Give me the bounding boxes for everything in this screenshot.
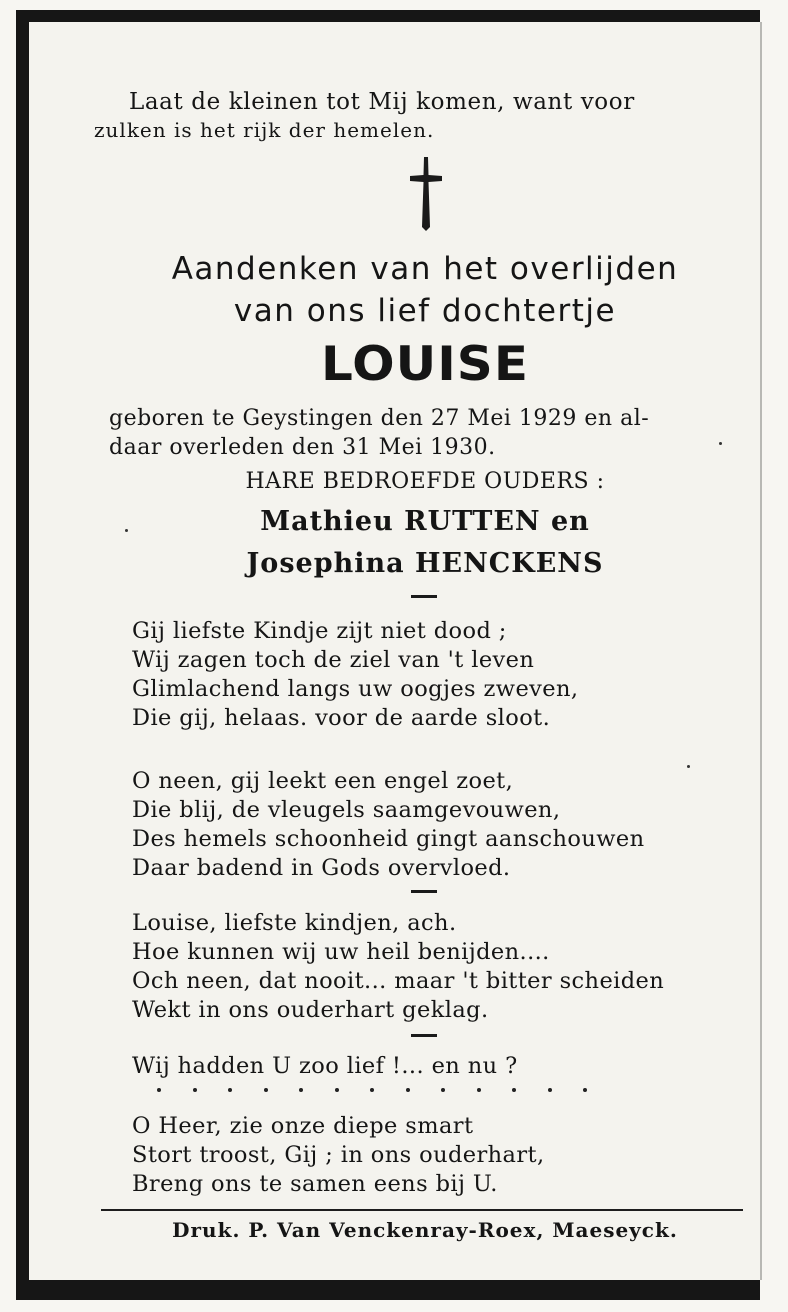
title-line: van ons lief dochtertje [233, 293, 617, 329]
poem-line: Louise, liefste kindjen, ach. [132, 910, 457, 936]
memorial-card [16, 10, 760, 1300]
poem-stanza [132, 767, 645, 883]
divider [411, 890, 437, 893]
poem-line: O neen, gij leekt een engel zoet, [132, 768, 514, 794]
poem-stanza [132, 1112, 545, 1199]
poem-line: Wij hadden U zoo lief !... en nu ? [132, 1053, 518, 1079]
birth-death-line: geboren te Geystingen den 27 Mei 1929 en al- [109, 406, 650, 431]
poem-line: Wekt in ons ouderhart geklag. [132, 997, 489, 1023]
poem-line: O Heer, zie onze diepe smart [132, 1113, 474, 1139]
epigraph [94, 88, 635, 144]
poem-stanza [132, 1052, 518, 1081]
poem-line: Daar badend in Gods overvloed. [132, 855, 511, 881]
poem-line: Breng ons te samen eens bij U. [132, 1171, 498, 1197]
divider [411, 595, 437, 598]
mother-name: Josephina HENCKENS [246, 548, 604, 579]
birth-death-line: daar overleden den 31 Mei 1930. [109, 435, 496, 460]
divider [411, 1034, 437, 1037]
poem-line: Die gij, helaas. voor de aarde sloot. [132, 705, 551, 731]
birth-death-text [109, 404, 649, 462]
poem-stanza [132, 617, 578, 733]
parents-heading: HARE BEDROEFDE OUDERS : [245, 469, 605, 494]
poem-line: Hoe kunnen wij uw heil benijden.... [132, 939, 550, 965]
epigraph-line: Laat de kleinen tot Mij komen, want voor [129, 89, 635, 115]
poem-line: Gij liefste Kindje zijt niet dood ; [132, 618, 507, 644]
poem-line: Glimlachend langs uw oogjes zweven, [132, 676, 579, 702]
poem-line: Wij zagen toch de ziel van 't leven [132, 647, 535, 673]
poem-line: Die blij, de vleugels saamgevouwen, [132, 797, 561, 823]
epigraph-line: zulken is het rijk der hemelen. [94, 118, 435, 142]
poem-line: Des hemels schoonheid gingt aanschouwen [132, 826, 645, 852]
father-name: Mathieu RUTTEN en [260, 506, 590, 537]
printer-credit: Druk. P. Van Venckenray-Roex, Maeseyck. [172, 1218, 678, 1242]
footer-rule [101, 1209, 743, 1211]
title-line: Aandenken van het overlijden [171, 251, 679, 287]
dotted-separator [157, 1088, 587, 1092]
title [115, 248, 735, 332]
poem-stanza [132, 909, 664, 1025]
latin-cross-icon [409, 155, 443, 231]
deceased-name: LOUISE [321, 336, 529, 392]
poem-line: Och neen, dat nooit... maar 't bitter scheiden [132, 968, 665, 994]
poem-line: Stort troost, Gij ; in ons ouderhart, [132, 1142, 545, 1168]
